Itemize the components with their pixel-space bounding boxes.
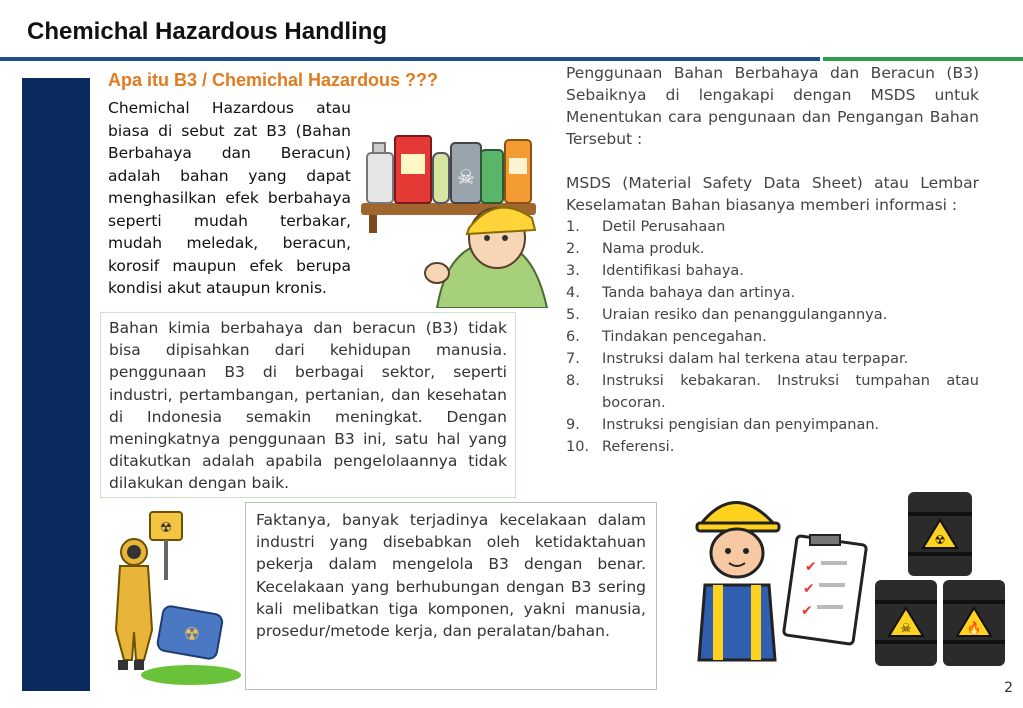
accident-facts-box: Faktanya, banyak terjadinya kecelakaan dalam industri yang disebabkan oleh ketidaktahuan pekerja dalam mengelola B3 dengan benar. Kecelakaan yang berhubungan dengan B3 sering kali melibatkan tiga komponen, yakni manusia, prosedur/metode kerja, dan peralatan/bahan. bbox=[245, 502, 657, 690]
hazard-barrels-illustration bbox=[873, 490, 1008, 670]
title-rule-green bbox=[823, 57, 1023, 61]
safety-checklist-worker-illustration bbox=[695, 485, 870, 670]
svg-text:🔥: 🔥 bbox=[966, 621, 982, 635]
list-item: 4. Tanda bahaya dan artinya. bbox=[566, 285, 796, 301]
svg-text:☢: ☢ bbox=[183, 624, 201, 645]
svg-text:☠: ☠ bbox=[457, 165, 475, 189]
list-item: 6. Tindakan pencegahan. bbox=[566, 329, 767, 345]
section-heading: Apa itu B3 / Chemichal Hazardous ??? bbox=[108, 70, 439, 90]
msds-info-column bbox=[566, 62, 979, 458]
list-item: 8. Instruksi kebakaran. Instruksi tumpahan atau bocoran. bbox=[566, 373, 979, 411]
sidebar-bar bbox=[22, 78, 90, 691]
msds-intro-text: MSDS (Material Safety Data Sheet) atau Lembar Keselamatan Bahan biasanya memberi informasi : bbox=[566, 174, 979, 214]
svg-text:☢: ☢ bbox=[934, 533, 946, 547]
list-item: 3. Identifikasi bahaya. bbox=[566, 263, 744, 279]
list-item: 10. Referensi. bbox=[566, 439, 675, 455]
list-item: 5. Uraian resiko dan penanggulangannya. bbox=[566, 307, 888, 323]
svg-text:✔: ✔ bbox=[805, 559, 817, 575]
svg-text:✔: ✔ bbox=[801, 603, 813, 619]
definition-paragraph: Chemichal Hazardous atau biasa di sebut zat B3 (Bahan Berbahaya dan Beracun) adalah bahan yang dapat menghasilkan efek berbahaya seperti mudah terbakar, mudah meledak, beracun, korosif maupun efek berupa kondisi akut ataupun kronis. bbox=[108, 99, 351, 297]
list-item: 2. Nama produk. bbox=[566, 241, 705, 257]
svg-text:☠: ☠ bbox=[900, 621, 912, 635]
list-item: 7. Instruksi dalam hal terkena atau terpapar. bbox=[566, 351, 909, 367]
svg-text:☢: ☢ bbox=[159, 520, 173, 536]
title-rule-blue bbox=[0, 57, 820, 61]
usage-intro-text: Penggunaan Bahan Berbahaya dan Beracun (B3) Sebaiknya di lengakapi dengan MSDS untuk Menentukan cara pengunaan dan Pengangan Bahan Tersebut : bbox=[566, 64, 979, 148]
page-number: 2 bbox=[1004, 680, 1013, 696]
hazmat-suit-worker-illustration bbox=[106, 510, 241, 690]
svg-text:✔: ✔ bbox=[803, 581, 815, 597]
chemical-shelf-worker-illustration bbox=[357, 98, 557, 308]
list-item: 1. Detil Perusahaan bbox=[566, 219, 726, 235]
slide-title: Chemichal Hazardous Handling bbox=[27, 18, 388, 45]
b3-usage-box: Bahan kimia berbahaya dan beracun (B3) tidak bisa dipisahkan dari kehidupan manusia. penggunaan B3 di berbagai sektor, seperti industri, pertambangan, pertanian, dan kesehatan di Indonesia semakin meningkat. Dengan meningkatnya penggunaan B3 ini, satu hal yang ditakutkan adalah apabila pengelolaannya tidak dilakukan dengan baik. bbox=[100, 312, 516, 498]
list-item: 9. Instruksi pengisian dan penyimpanan. bbox=[566, 417, 880, 433]
msds-info-list bbox=[566, 216, 979, 458]
